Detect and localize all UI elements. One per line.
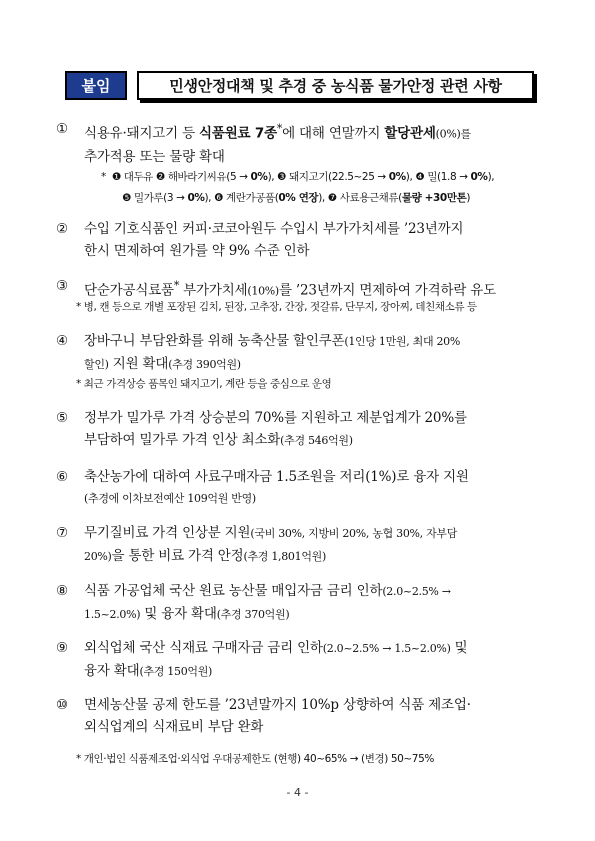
item-text: 부담하여 밀가루 가격 인상 최소화 [84, 432, 281, 448]
list-item-1 [56, 118, 540, 168]
footnote-item-10: * 개인·법인 식품제조업·외식업 우대공제한도 (현행) 40~65% → (변경) 50~75% [76, 753, 434, 765]
item-text: 을 통한 비료 가격 안정 [111, 548, 244, 564]
item-detail: (추경 370억원) [216, 608, 290, 621]
note-emphasis: 물량 +30만톤 [401, 192, 467, 204]
item-text: 추가적용 또는 물량 확대 [84, 148, 225, 165]
item-emphasis: 식품원료 7종 [199, 125, 277, 142]
list-item-7 [56, 522, 540, 568]
attachment-badge: 붙임 [65, 71, 127, 100]
item-text: 지원 확대 [108, 356, 169, 372]
footnote-item-1-line2 [122, 188, 470, 209]
note-text: ❶ 대두유 ❷ 해바라기씨유(5 → [111, 171, 251, 183]
note-text: ), ❸ 돼지고기(22.5~25 → [267, 171, 389, 183]
item-text: 단순가공식료품 [84, 282, 174, 299]
item-text: 외식업계의 식재료비 부담 완화 [84, 719, 264, 735]
document-title: 민생안정대책 및 추경 중 농식품 물가안정 관련 사항 [137, 71, 534, 100]
list-item-6 [56, 466, 540, 510]
note-emphasis: 0% [470, 171, 488, 183]
footnote-item-3: * 병, 캔 등으로 개별 포장된 김치, 된장, 고추장, 간장, 젓갈류, 단무지, 장아찌, 데친채소류 등 [76, 301, 477, 313]
item-number: ⑥ [56, 469, 68, 485]
item-text: 장바구니 부담완화를 위해 농축산물 할인쿠폰 [84, 333, 345, 349]
item-number: ⑦ [56, 525, 68, 541]
item-detail: (2.0~2.5% → 1.5~2.0%) [322, 642, 451, 655]
item-text: 를 ’23년까지 면제하여 가격하락 유도 [278, 282, 496, 299]
note-text: ), ❼ 사료용근채류( [318, 192, 402, 204]
page-number: - 4 - [286, 786, 309, 799]
note-emphasis: 0% [187, 192, 205, 204]
item-text: 및 [450, 640, 468, 656]
item-text: 축산농가에 대하여 사료구매자금 1.5조원을 저리(1%)로 융자 지원 [84, 469, 469, 485]
item-text: 식용유·돼지고기 등 [84, 125, 200, 142]
item-number: ② [56, 221, 68, 237]
item-text: 정부가 밀가루 가격 상승분의 70%를 지원하고 제분업계가 20%를 [84, 410, 467, 426]
item-text: 수입 기호식품인 커피·코코아원두 수입시 부가가치세를 ’23년까지 [84, 221, 464, 237]
item-text: 한시 면제하여 원가를 약 9% 수준 인하 [84, 243, 310, 259]
item-detail: (국비 30%, 지방비 20%, 농협 30%, 자부담 [250, 527, 458, 540]
item-number: ① [56, 121, 68, 137]
item-detail: (10%) [247, 284, 279, 298]
item-detail: (추경 1,801억원) [243, 550, 326, 563]
item-number: ⑩ [56, 697, 68, 713]
list-item-5 [56, 407, 540, 452]
list-item-9 [56, 637, 540, 683]
item-number: ③ [56, 278, 68, 294]
item-emphasis: 할당관세 [384, 125, 436, 142]
item-detail: (추경 546억원) [280, 434, 353, 447]
footnote-mark: * [173, 279, 180, 292]
item-detail: (0%)를 [435, 127, 471, 141]
item-detail: (추경에 이차보전예산 109억원 반영) [84, 492, 256, 505]
item-number: ⑨ [56, 640, 68, 656]
footnote-item-1-line1 [101, 167, 494, 188]
item-text: 면세농산물 공제 한도를 ’23년말까지 10%p 상향하여 식품 제조업· [84, 697, 471, 713]
item-detail: (2.0~2.5% → [382, 585, 451, 598]
note-text: ) [466, 192, 471, 204]
footnote-item-4: * 최근 가격상승 품목인 돼지고기, 계란 등을 중심으로 운영 [76, 378, 332, 390]
item-text: 외식업체 국산 식재료 구매자금 금리 인하 [84, 640, 323, 656]
note-emphasis: 0% 연장 [278, 192, 319, 204]
item-text: 무기질비료 가격 인상분 지원 [84, 525, 251, 541]
list-item-10 [56, 694, 540, 738]
attachment-header [65, 71, 534, 100]
list-item-2 [56, 218, 540, 262]
item-detail: (추경 150억원) [139, 665, 213, 678]
list-item-4 [56, 330, 540, 376]
item-detail: 20%) [84, 550, 112, 563]
item-detail: 할인) [84, 358, 109, 371]
note-text: ), [487, 171, 495, 183]
item-text: 융자 확대 [84, 663, 140, 679]
note-text: ), ❻ 계란가공품( [204, 192, 279, 204]
item-detail: 1.5~2.0%) [84, 608, 141, 621]
note-emphasis: 0% [250, 171, 268, 183]
list-item-8 [56, 580, 540, 626]
item-text: 및 융자 확대 [140, 606, 217, 622]
item-number: ④ [56, 333, 68, 349]
item-text: 에 대해 연말까지 [282, 125, 385, 142]
footnote-mark: * [101, 171, 106, 183]
item-text: 부가가치세 [179, 282, 248, 299]
item-number: ⑧ [56, 583, 68, 599]
note-text: ), ❹ 밀(1.8 → [405, 171, 471, 183]
footnote-mark: * [276, 122, 283, 135]
item-detail: (1인당 1만원, 최대 20% [344, 335, 461, 348]
item-number: ⑤ [56, 410, 68, 426]
item-detail: (추경 390억원) [168, 358, 241, 371]
note-emphasis: 0% [388, 171, 406, 183]
item-text: 식품 가공업체 국산 원료 농산물 매입자금 금리 인하 [84, 583, 383, 599]
note-text: ❺ 밀가루(3 → [122, 192, 188, 204]
